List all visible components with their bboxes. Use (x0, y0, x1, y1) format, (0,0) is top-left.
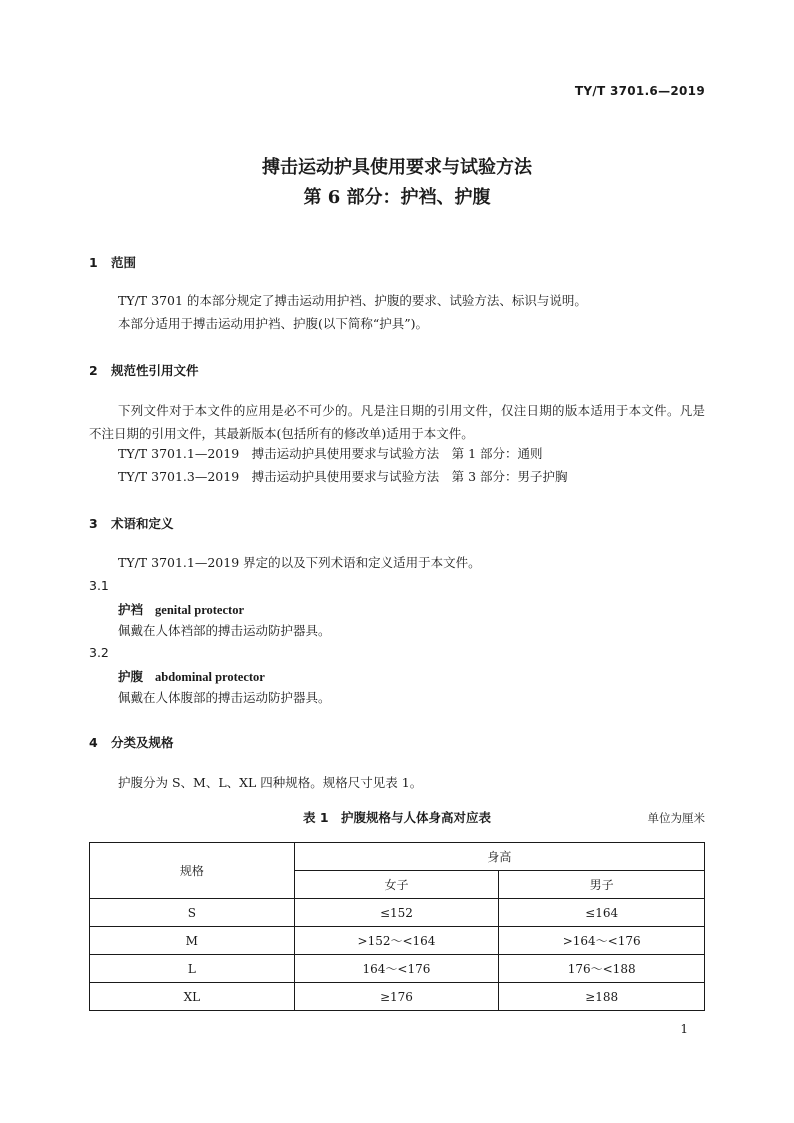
term-entry (118, 600, 244, 618)
cell-size: M (90, 927, 295, 955)
size-height-table (89, 842, 705, 1011)
reference-item: TY/T 3701.3—2019 搏击运动护具使用要求与试验方法 第 3 部分：男子护胸 (118, 469, 568, 484)
cell-size: L (90, 955, 295, 983)
header-height: 身高 (294, 843, 704, 871)
table-header-row (90, 843, 705, 871)
section-title: 分类及规格 (111, 735, 174, 750)
section-2-heading (89, 361, 199, 379)
classification-paragraph: 护腹分为 S、M、L、XL 四种规格。规格尺寸见表 1。 (118, 775, 423, 790)
term-definition: 佩戴在人体裆部的搏击运动防护器具。 (118, 623, 331, 638)
section-title: 规范性引用文件 (111, 363, 199, 378)
document-code: TY/T 3701.6—2019 (574, 84, 705, 98)
cell-male: ≥188 (499, 983, 705, 1011)
title-line-2: 第 6 部分：护裆、护腹 (303, 187, 491, 208)
term-en: abdominal protector (155, 670, 265, 684)
section-3-heading (89, 514, 174, 532)
term-definition: 佩戴在人体腹部的搏击运动防护器具。 (118, 690, 331, 705)
cell-size: S (90, 899, 295, 927)
term-zh: 护腹 (118, 669, 144, 684)
refs-intro-paragraph: 下列文件对于本文件的应用是必不可少的。凡是注日期的引用文件，仅注日期的版本适用于本文件。凡是不注日期的引用文件，其最新版本(包括所有的修改单)适用于本文件。 (89, 403, 705, 441)
header-spec: 规格 (90, 843, 295, 899)
cell-female: >152～<164 (294, 927, 499, 955)
header-male: 男子 (499, 871, 705, 899)
section-4-heading (89, 733, 174, 751)
section-number: 1 (89, 255, 98, 270)
cell-size: XL (90, 983, 295, 1011)
term-number: 3.1 (89, 578, 109, 593)
header-female: 女子 (294, 871, 499, 899)
cell-female: ≤152 (294, 899, 499, 927)
term-entry (118, 667, 265, 685)
table-unit-note: 单位为厘米 (647, 811, 705, 825)
table-row (90, 927, 705, 955)
section-1-heading (89, 253, 136, 271)
term-number: 3.2 (89, 645, 109, 660)
cell-female: 164～<176 (294, 955, 499, 983)
scope-paragraph-2: 本部分适用于搏击运动用护裆、护腹(以下简称“护具”)。 (118, 316, 429, 331)
reference-item: TY/T 3701.1—2019 搏击运动护具使用要求与试验方法 第 1 部分：通则 (118, 446, 543, 461)
page-number: 1 (680, 1022, 688, 1036)
term-zh: 护裆 (118, 602, 144, 617)
table-row (90, 955, 705, 983)
cell-male: >164～<176 (499, 927, 705, 955)
terms-intro-paragraph: TY/T 3701.1—2019 界定的以及下列术语和定义适用于本文件。 (118, 555, 481, 570)
title-line-1: 搏击运动护具使用要求与试验方法 (262, 157, 532, 178)
section-title: 术语和定义 (111, 516, 174, 531)
cell-male: 176～<188 (499, 955, 705, 983)
section-number: 3 (89, 516, 98, 531)
section-title: 范围 (111, 255, 137, 270)
section-number: 2 (89, 363, 98, 378)
table-caption: 表 1 护腹规格与人体身高对应表 (302, 810, 492, 825)
scope-paragraph-1: TY/T 3701 的本部分规定了搏击运动用护裆、护腹的要求、试验方法、标识与说明。 (118, 293, 587, 308)
cell-male: ≤164 (499, 899, 705, 927)
section-number: 4 (89, 735, 98, 750)
table-row (90, 899, 705, 927)
term-en: genital protector (155, 603, 244, 617)
table-row (90, 983, 705, 1011)
cell-female: ≥176 (294, 983, 499, 1011)
